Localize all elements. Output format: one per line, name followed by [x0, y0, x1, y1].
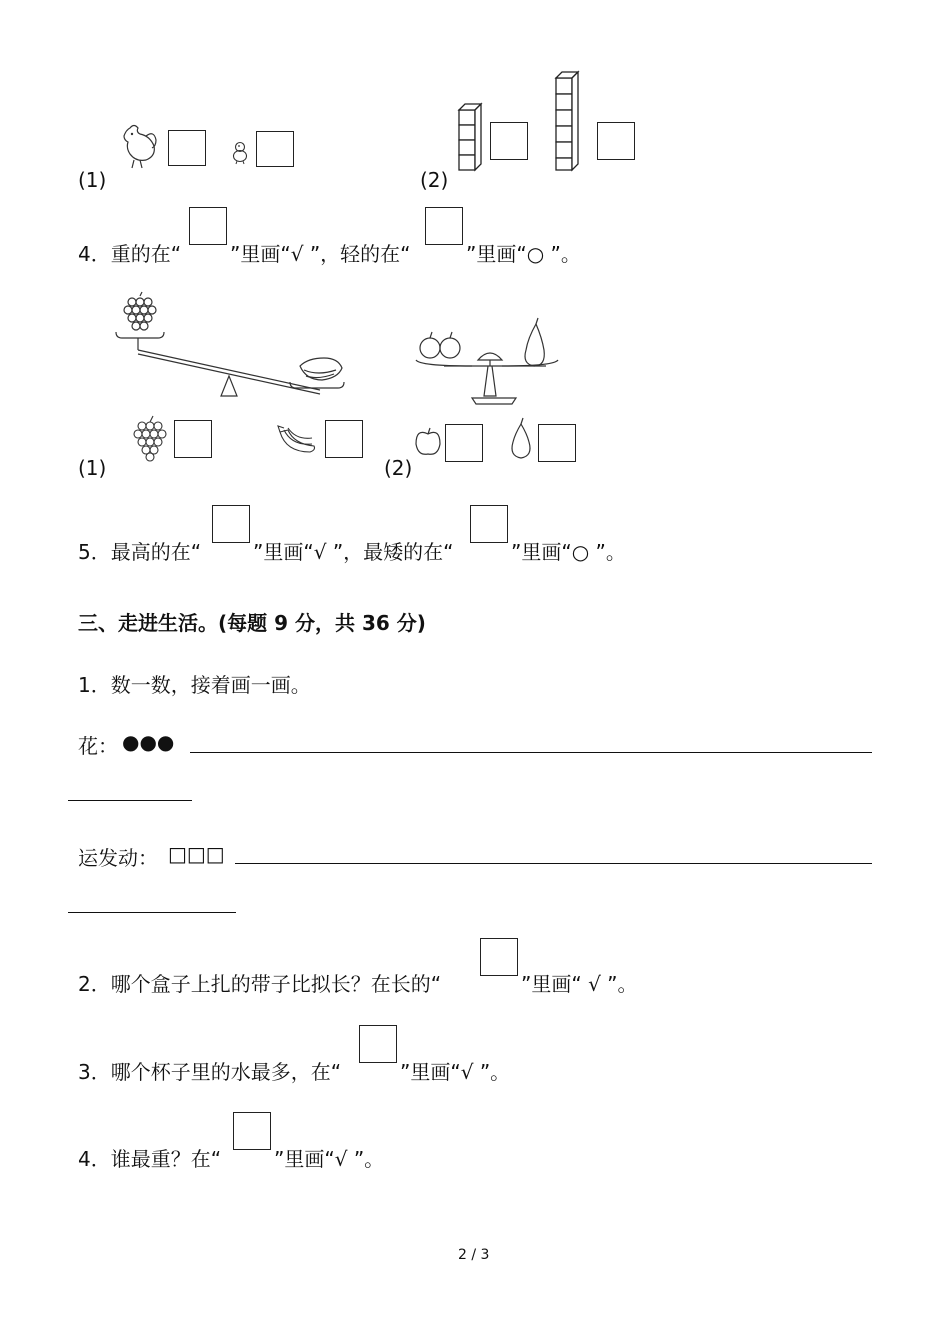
q4-sub-label-2: (2)	[384, 456, 413, 480]
s3q4-text-suffix: ”里画“√ ”。	[274, 1147, 385, 1171]
flower-answer-line-continued[interactable]	[68, 800, 192, 801]
answer-box-light-legend[interactable]	[425, 207, 463, 245]
athlete-answer-line[interactable]	[235, 863, 872, 864]
answer-box-tallest-legend[interactable]	[212, 505, 250, 543]
s3q3-text-suffix: ”里画“√ ”。	[400, 1060, 511, 1084]
q4-text-suffix: ”里画“○ ”。	[466, 242, 581, 266]
answer-box-bananas[interactable]	[325, 420, 363, 458]
answer-box-heavy-legend[interactable]	[189, 207, 227, 245]
s3q3-text-prefix: 3．哪个杯子里的水最多，在“	[78, 1060, 342, 1084]
answer-box-pear[interactable]	[538, 424, 576, 462]
flower-label: 花：	[78, 734, 118, 758]
q5-text-mid: ”里画“√ ”，最矮的在“	[253, 540, 454, 564]
flower-answer-line[interactable]	[190, 752, 872, 753]
answer-box-apple[interactable]	[445, 424, 483, 462]
seesaw-illustration	[110, 292, 350, 404]
athlete-symbols: □□□	[168, 842, 225, 866]
q3-sub-label-1: (1)	[78, 168, 107, 192]
answer-box-cup-legend[interactable]	[359, 1025, 397, 1063]
chick-illustration	[230, 140, 250, 164]
answer-box-tall-tower[interactable]	[597, 122, 635, 160]
q4-sub-label-1: (1)	[78, 456, 107, 480]
balance-scale-illustration	[416, 318, 566, 410]
q4-text-prefix: 4．重的在“	[78, 242, 182, 266]
answer-box-shortest-legend[interactable]	[470, 505, 508, 543]
flower-symbols: ●●●	[122, 730, 175, 754]
answer-box-grapes[interactable]	[174, 420, 212, 458]
athlete-answer-line-continued[interactable]	[68, 912, 236, 913]
pear-icon	[506, 418, 536, 460]
answer-box-ribbon-legend[interactable]	[480, 938, 518, 976]
grapes-icon	[130, 416, 170, 462]
page-number: 2 / 3	[458, 1247, 490, 1263]
short-cube-tower	[458, 102, 484, 174]
rooster-illustration	[116, 122, 162, 168]
s3q4-text-prefix: 4．谁最重？在“	[78, 1147, 222, 1171]
q4-text-mid: ”里画“√ ”，轻的在“	[230, 242, 411, 266]
q5-text-prefix: 5．最高的在“	[78, 540, 202, 564]
q5-text-suffix: ”里画“○ ”。	[511, 540, 626, 564]
s3q1-text: 1．数一数，接着画一画。	[78, 673, 311, 697]
q3-sub-label-2: (2)	[420, 168, 449, 192]
s3q2-text-suffix: ”里画“ √ ”。	[521, 972, 638, 996]
answer-box-chick[interactable]	[256, 131, 294, 167]
section3-title: 三、走进生活。(每题 9 分，共 36 分)	[78, 611, 426, 635]
answer-box-rooster[interactable]	[168, 130, 206, 166]
bananas-icon	[276, 424, 318, 456]
s3q2-text-prefix: 2．哪个盒子上扎的带子比拟长？在长的“	[78, 972, 442, 996]
apple-icon	[414, 426, 442, 456]
answer-box-heaviest-legend[interactable]	[233, 1112, 271, 1150]
answer-box-short-tower[interactable]	[490, 122, 528, 160]
athlete-label: 运发动：	[78, 846, 158, 870]
tall-cube-tower	[555, 70, 581, 174]
